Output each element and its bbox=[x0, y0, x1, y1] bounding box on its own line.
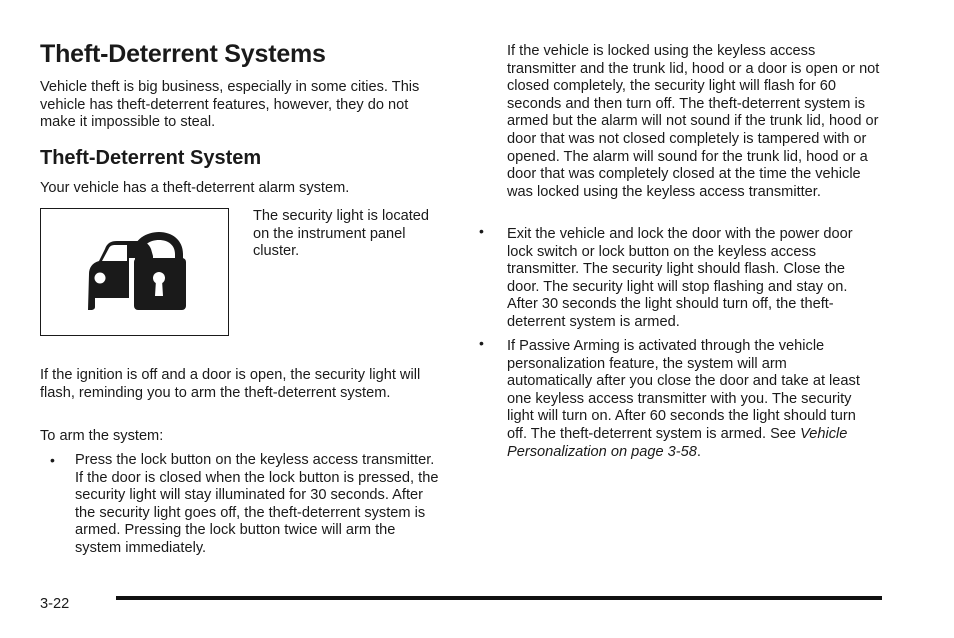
passive-arming-text: If Passive Arming is activated through the vehicle personalization feature, the system will arm automatically after you close the door and take at least one keyless access transmitter with you. The security light will turn on. After 60 seconds the light should turn off. The theft-deterrent system is armed. See bbox=[507, 338, 860, 442]
section-heading: Theft-Deterrent System bbox=[40, 147, 262, 169]
security-light-car-padlock-icon bbox=[87, 230, 187, 312]
security-light-note: The security light is located on the instrument panel cluster. bbox=[253, 208, 430, 260]
locked-transmitter-paragraph: If the vehicle is locked using the keyless access transmitter and the trunk lid, hood or a door is open or not closed completely, the security light will flash for 60 seconds and then turn off. The theft-deterrent system is armed but the alarm will not sound if the trunk lid, hood or door that was not closed completely is tampered with or opened. The alarm will sound for the trunk lid, hood or a door that was completely closed at the time the vehicle was locked using the keyless access transmitter. bbox=[507, 43, 880, 200]
bullet-icon: • bbox=[479, 223, 484, 239]
bullet-icon: • bbox=[50, 452, 55, 468]
intro-paragraph: Vehicle theft is big business, especially in some cities. This vehicle has theft-deterrent features, however, they do not make it impossible to steal. bbox=[40, 79, 420, 131]
list-item-text: Exit the vehicle and lock the door with the power door lock switch or lock button on the keyless access transmitter. The security light should flash. Close the door. The security light will stop flashing and stay on. After 30 seconds the light should turn off, the theft-deterrent system is armed. bbox=[507, 226, 853, 330]
footer-rule bbox=[116, 596, 882, 600]
page-title: Theft-Deterrent Systems bbox=[40, 40, 326, 68]
to-arm-label: To arm the system: bbox=[40, 428, 164, 444]
list-item-text bbox=[507, 338, 875, 461]
list-item-text: Press the lock button on the keyless access transmitter. If the door is closed when the lock button is pressed, the security light will stay illuminated for 30 seconds. After the security light goes off, the theft-deterrent system is armed. Pressing the lock button twice will arm the system immediately. bbox=[75, 452, 439, 556]
alarm-paragraph: Your vehicle has a theft-deterrent alarm system. bbox=[40, 180, 350, 196]
sentence-end: . bbox=[696, 443, 701, 460]
cross-reference-link[interactable]: Vehicle Personalization on page 3-58 bbox=[507, 425, 848, 460]
bullet-icon: • bbox=[479, 335, 484, 351]
security-light-figure bbox=[40, 208, 229, 336]
page-number: 3-22 bbox=[40, 596, 70, 612]
ignition-paragraph: If the ignition is off and a door is open, the security light will flash, reminding you to arm the theft-deterrent system. bbox=[40, 367, 421, 401]
